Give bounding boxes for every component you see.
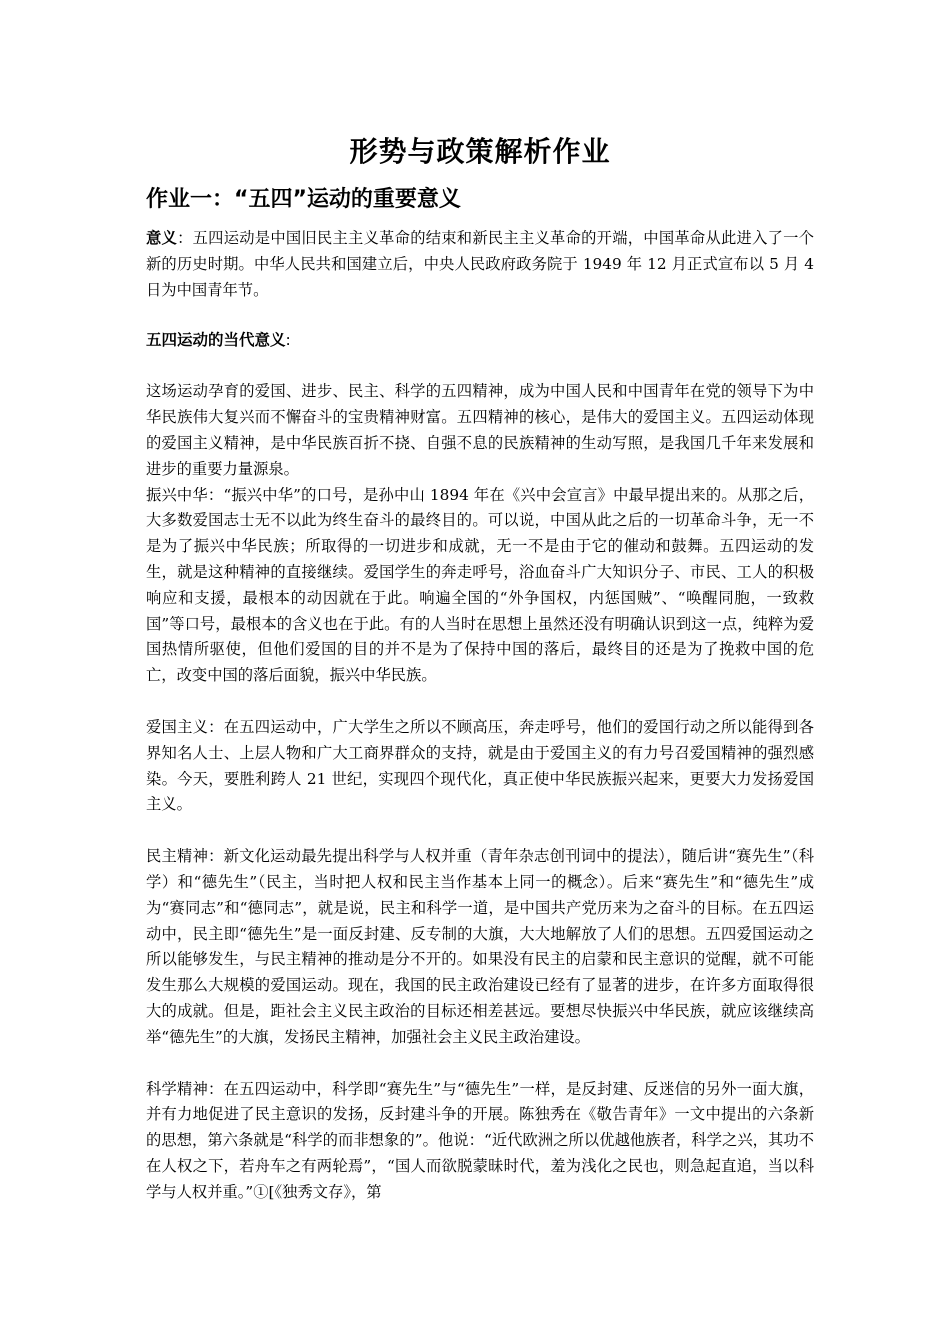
meaning-text: ：五四运动是中国旧民主主义革命的结束和新民主主义革命的开端，中国革命从此进入了一个新的历史时期。中华人民共和国建立后，中央人民政府政务院于 1949 年 12 月正式宣布以 5 月 4 日为中国青年节。 [146,229,814,299]
contemporary-heading [146,327,814,353]
paragraph-democracy: 民主精神：新文化运动最先提出科学与人权并重（青年杂志创刊词中的提法），随后讲“赛先生”（科学）和“德先生”（民主，当时把人权和民主当作基本上同一的概念）。后来“赛先生”和“德先生”成为“赛同志”和“德同志”，就是说，民主和科学一道，是中国共产党历来为之奋斗的目标。在五四运动中，民主即“德先生”是一面反封建、反专制的大旗，大大地解放了人们的思想。五四爱国运动之所以能够发生，与民主精神的推动是分不开的。如果没有民主的启蒙和民主意识的觉醒，就不可能发生那么大规模的爱国运动。现在，我国的民主政治建设已经有了显著的进步，在许多方面取得很大的成就。但是，距社会主义民主政治的目标还相差甚远。要想尽快振兴中华民族，就应该继续高举“德先生”的大旗，发扬民主精神，加强社会主义民主政治建设。 [146,847,814,1046]
document-title: 形势与政策解析作业 [349,135,611,168]
contemporary-heading-text: 五四运动的当代意义 [146,331,286,350]
paragraph-spacer [146,689,814,715]
document-body [146,132,814,1206]
paragraph-spacer [146,353,814,379]
paragraph-spacer [146,1051,814,1077]
paragraph-patriotism: 爱国主义：在五四运动中，广大学生之所以不顾高压，奔走呼号，他们的爱国行动之所以能得到各界知名人士、上层人物和广大工商界群众的支持，就是由于爱国主义的有力号召爱国精神的强烈感染。今天，要胜利跨人 21 世纪，实现四个现代化，真正使中华民族振兴起来，更要大力发扬爱国主义。 [146,717,814,814]
meaning-paragraph [146,226,814,303]
paragraph-patriotic-spirit: 这场运动孕育的爱国、进步、民主、科学的五四精神，成为中国人民和中国青年在党的领导下为中华民族伟大复兴而不懈奋斗的宝贵精神财富。五四精神的核心，是伟大的爱国主义。五四运动体现的爱国主义精神，是中华民族百折不挠、自强不息的民族精神的生动写照，是我国几千年来发展和进步的重要力量源泉。 [146,382,814,478]
paragraph-spacer [146,818,814,844]
contemporary-heading-colon: : [285,331,291,350]
paragraph-science: 科学精神：在五四运动中，科学即“赛先生”与“德先生”一样，是反封建、反迷信的另外一面大旗，并有力地促进了民主意识的发扬，反封建斗争的开展。陈独秀在《敬告青年》一文中提出的六条新的思想，第六条就是“科学的而非想象的”。他说：“近代欧洲之所以优越他族者，科学之兴，其功不在人权之下，若舟车之有两轮焉”，“国人而欲脱蒙昧时代，羞为浅化之民也，则急起直追，当以科学与人权并重。”①[《独秀文存》，第 [146,1079,814,1201]
section-heading: 作业一：“五四”运动的重要意义 [146,187,461,212]
paragraph-revitalize-china: 振兴中华：“振兴中华”的口号，是孙中山 1894 年在《兴中会宣言》中最早提出来的。从那之后，大多数爱国志士无不以此为终生奋斗的最终目的。可以说，中国从此之后的一切革命斗争，无一不是为了振兴中华民族；所取得的一切进步和成就，无一不是由于它的催动和鼓舞。五四运动的发生，就是这种精神的直接继续。爱国学生的奔走呼号，浴血奋斗广大知识分子、市民、工人的积极响应和支援，最根本的动因就在于此。响遍全国的“外争国权，内惩国贼”、“唤醒同胞，一致救国”等口号，最根本的含义也在于此。有的人当时在思想上虽然还没有明确认识到这一点，纯粹为爱国热情所驱使，但他们爱国的目的并不是为了保持中国的落后，最终目的还是为了挽救中国的危亡，改变中国的落后面貌，振兴中华民族。 [146,485,814,685]
meaning-label: 意义 [146,229,178,247]
